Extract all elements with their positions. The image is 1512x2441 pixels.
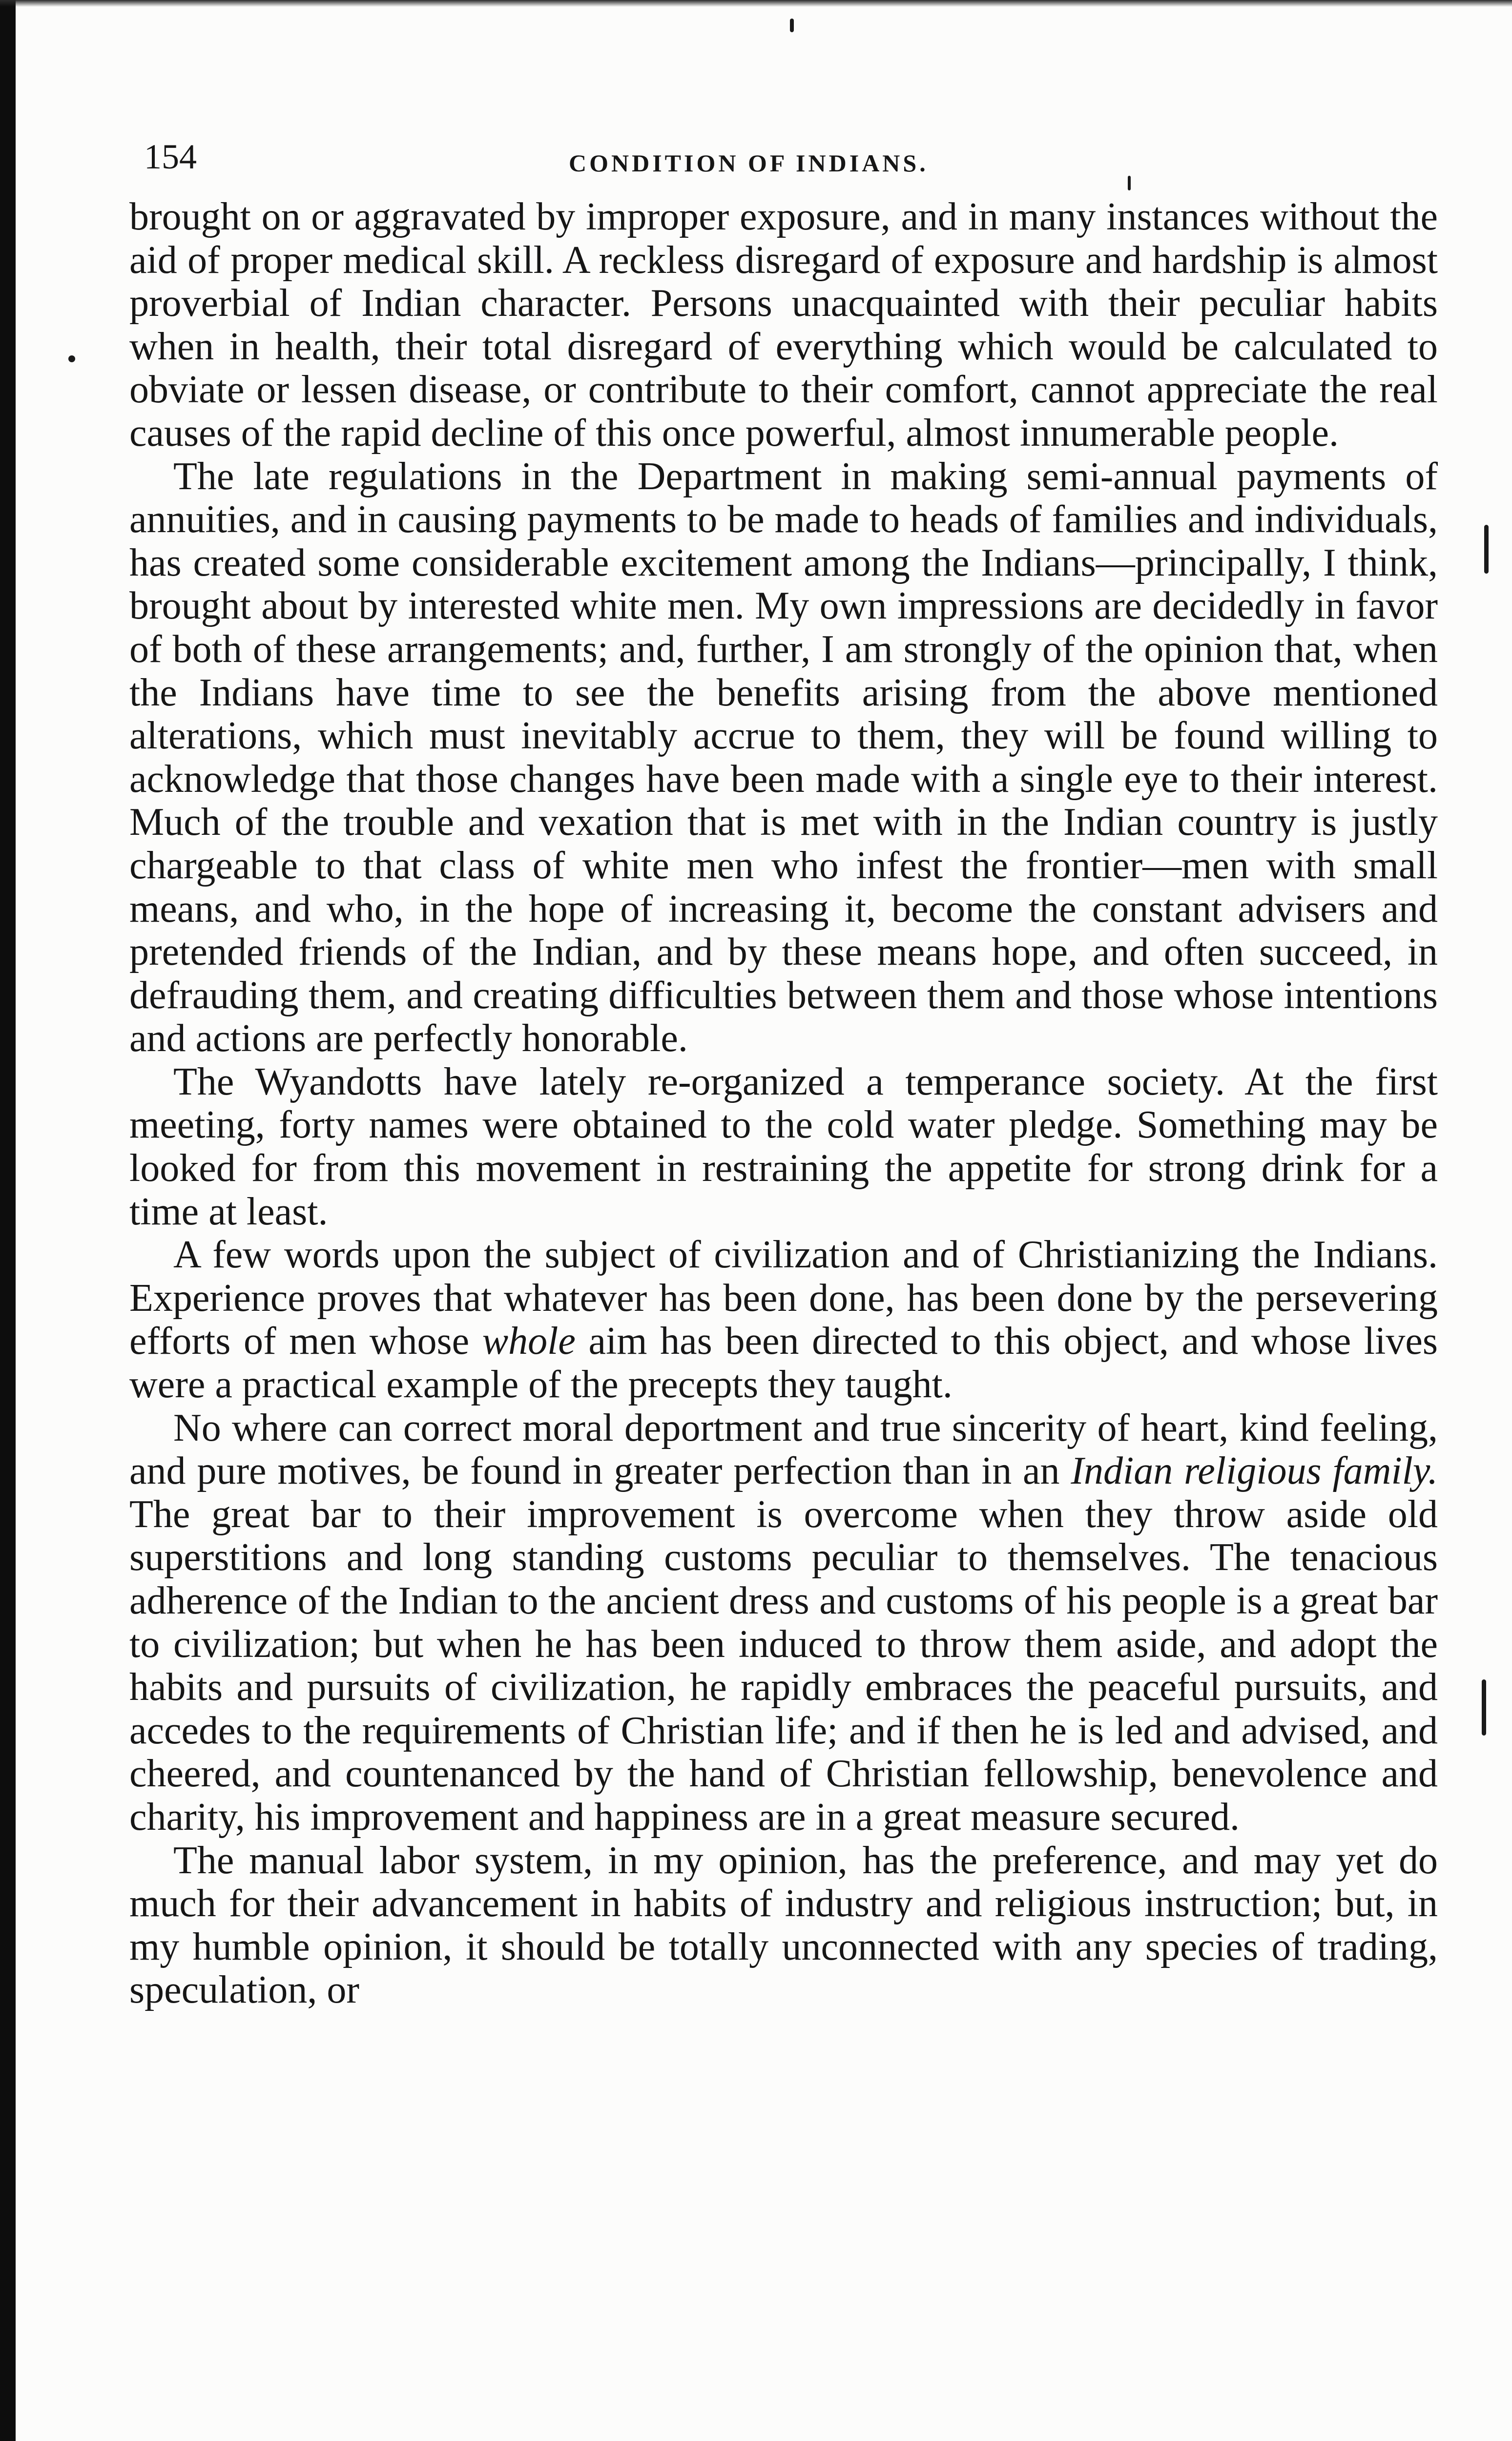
paragraph-text: No where can correct moral deportment and true sincerity of heart, kind feeling, and pure motives, be found in greater perfection than in an: [129, 1406, 1438, 1493]
ink-mark: [790, 19, 794, 32]
body-paragraph: [129, 195, 1438, 455]
italic-text: Indian religious family.: [1071, 1449, 1438, 1493]
ink-mark: [1484, 525, 1489, 574]
running-head: [129, 122, 1438, 195]
paragraph-text: The Wyandotts have lately re-organized a temperance society. At the first meeting, forty names were obtained to the cold water pledge. Something may be looked for from this movement in restraining the appetite for strong drink for a time at least.: [129, 1060, 1438, 1233]
paragraph-text: The late regulations in the Department in making semi-annual payments of annuities, and in causing payments to be made to heads of families and individuals, has created some considerable excitement among the Indians—principally, I think, brought about by interested white men. My own impressions are decidedly in favor of both of these arrangements; and, further, I am strongly of the opinion that, when the Indians have time to see the benefits arising from the above mentioned alterations, which must inevitably accrue to them, they will be found willing to acknowledge that those changes have been made with a single eye to their interest. Much of the trouble and vexation that is met with in the Indian country is justly chargeable to that class of white men who infest the frontier—men with small means, and who, in the hope of increasing it, become the constant advisers and pretended friends of the Indian, and by these means hope, and often succeed, in defrauding them, and creating difficulties between them and those whose intentions and actions are perfectly honorable.: [129, 455, 1438, 1060]
paragraph-text: brought on or aggravated by improper exposure, and in many instances without the aid of proper medical skill. A reckless disregard of exposure and hardship is almost proverbial of Indian character. Persons unacquainted with their peculiar habits when in health, their total disregard of everything which would be calculated to obviate or lessen disease, or contribute to their comfort, cannot appreciate the real causes of the rapid decline of this once powerful, almost innumerable people.: [129, 195, 1438, 455]
running-title: CONDITION OF INDIANS.: [569, 149, 929, 177]
body-paragraph: [129, 1407, 1438, 1839]
top-scan-edge: [0, 0, 1512, 7]
paragraph-text: The great bar to their improvement is overcome when they throw aside old superstitions and long standing customs peculiar to themselves. The tenacious adherence of the Indian to the ancient dress and customs of his people is a great bar to civilization; but when he has been induced to throw them aside, and adopt the habits and pursuits of civilization, he rapidly embraces the peaceful pursuits, and accedes to the requirements of Christian life; and if then he is led and advised, and cheered, and countenanced by the hand of Christian fellowship, benevolence and charity, his improvement and happiness are in a great measure secured.: [129, 1492, 1438, 1839]
ink-mark: [68, 355, 75, 362]
body-paragraph: [129, 1233, 1438, 1406]
ink-mark: [1482, 1679, 1486, 1736]
paragraph-text: A few words upon the subject of civilization and of Christianizing the Indians. Experience proves that whatever has been done, has been done by the persevering efforts of men whose: [129, 1233, 1438, 1363]
paragraph-text: The manual labor system, in my opinion, has the preference, and may yet do much for their advancement in habits of industry and religious instruction; but, in my humble opinion, it should be totally unconnected with any species of trading, speculation, or: [129, 1839, 1438, 2012]
body-text: [129, 195, 1438, 2012]
body-paragraph: [129, 1060, 1438, 1233]
italic-text: whole: [482, 1320, 576, 1363]
book-page: [129, 122, 1438, 2012]
page-number: 154: [144, 137, 197, 176]
paragraph-text: aim has been directed to this object, and whose lives were a practical example of the precepts they taught.: [129, 1320, 1438, 1407]
body-paragraph: [129, 1839, 1438, 2012]
body-paragraph: [129, 455, 1438, 1060]
